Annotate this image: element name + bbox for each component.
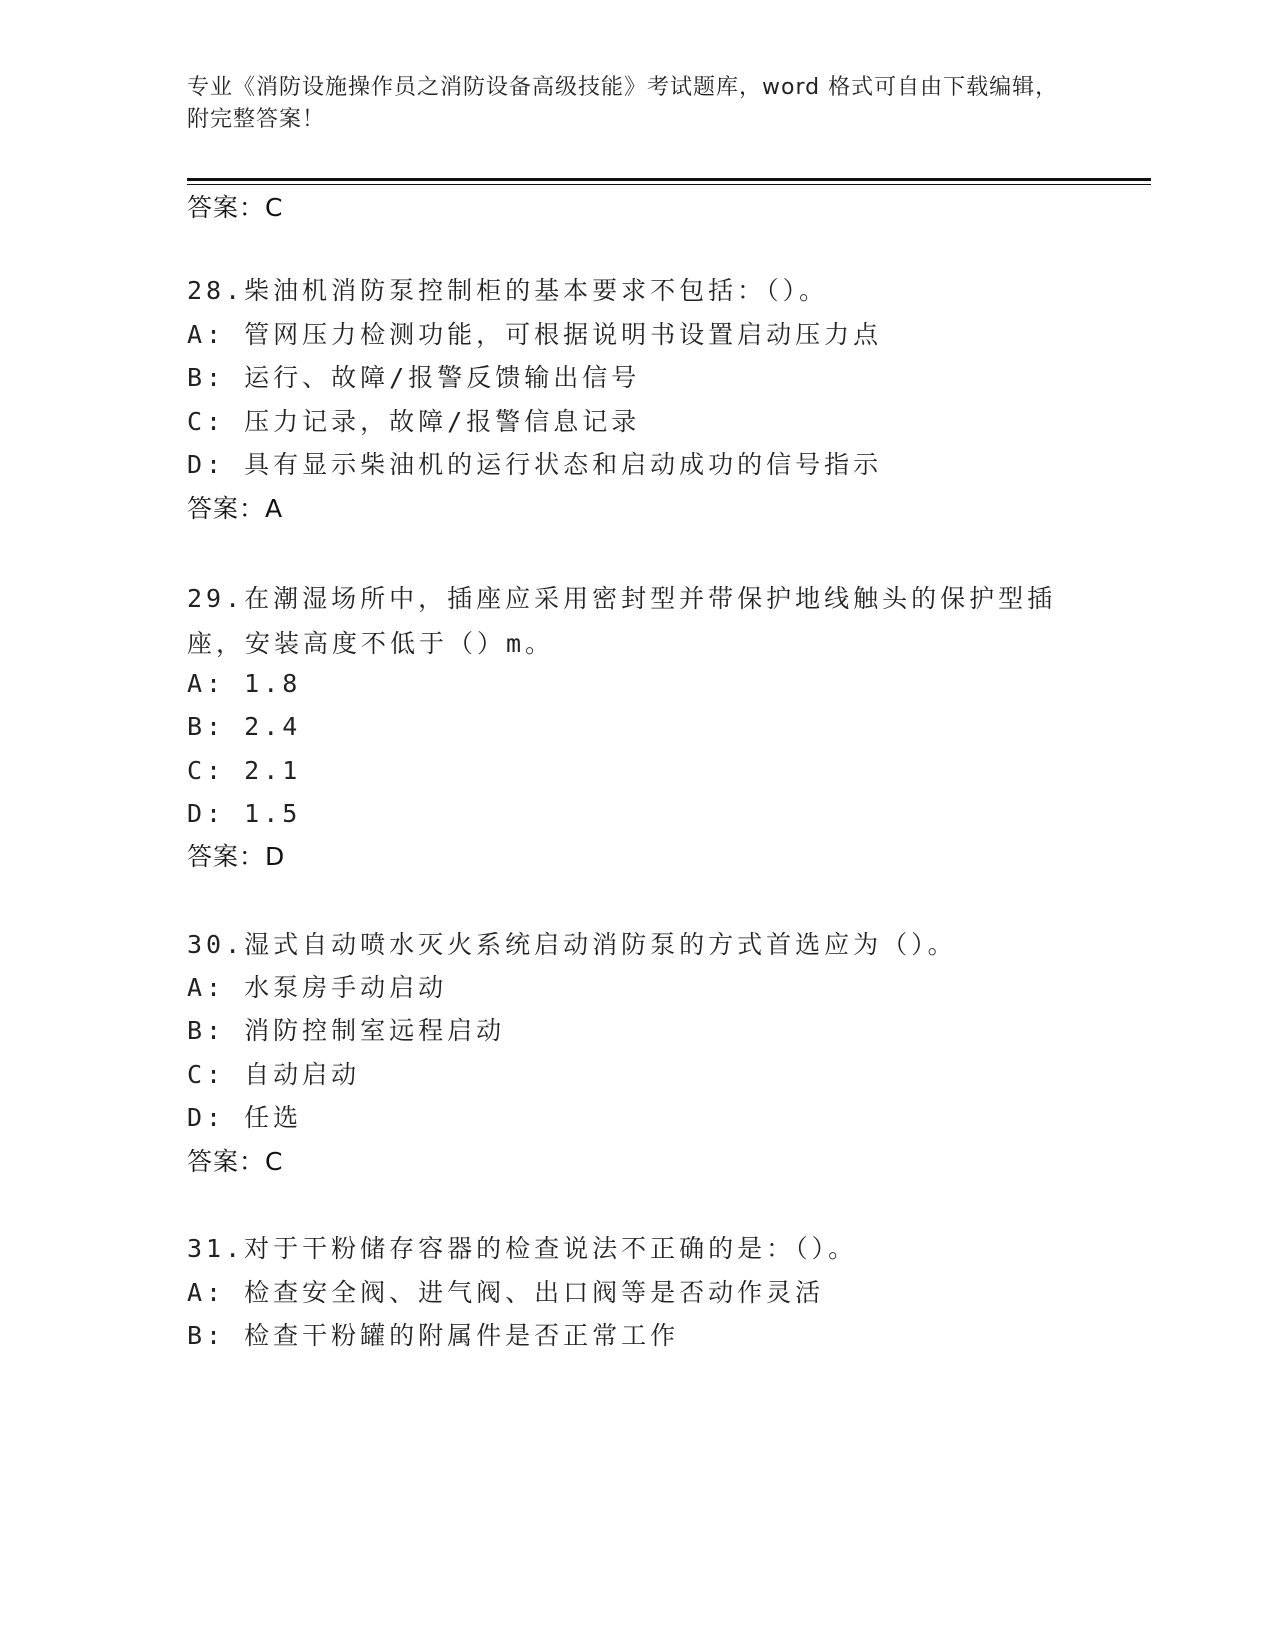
question-30-option-b: B: 消防控制室远程启动: [187, 1016, 506, 1045]
question-30-option-d: D: 任选: [187, 1103, 303, 1132]
question-29-option-a: A: 1.8: [187, 669, 302, 698]
question-29-answer: 答案：D: [187, 842, 286, 871]
question-28-option-b: B: 运行、故障/报警反馈输出信号: [187, 363, 641, 392]
question-28-option-c: C: 压力记录，故障/报警信息记录: [187, 407, 641, 436]
document-header: 专业《消防设施操作员之消防设备高级技能》考试题库，word 格式可自由下载编辑，附完整答案！: [187, 75, 1059, 132]
header-rule-thin: [187, 184, 1151, 185]
question-30-option-c: C: 自动启动: [187, 1060, 361, 1089]
question-28-text: 28.柴油机消防泵控制柜的基本要求不包括：（）。: [187, 276, 829, 305]
question-31-text: 31.对于干粉储存容器的检查说法不正确的是：（）。: [187, 1234, 858, 1263]
question-29-option-c: C: 2.1: [187, 756, 302, 785]
question-28-answer: 答案：A: [187, 494, 284, 523]
question-29-text: 29.在潮湿场所中，插座应采用密封型并带保护地线触头的保护型插座，安装高度不低于（）m。: [187, 584, 1057, 658]
question-30-option-a: A: 水泵房手动启动: [187, 973, 448, 1002]
header-rule-thick: [187, 178, 1151, 181]
question-31-option-a: A: 检查安全阀、进气阀、出口阀等是否动作灵活: [187, 1278, 825, 1307]
question-28-option-d: D: 具有显示柴油机的运行状态和启动成功的信号指示: [187, 450, 883, 479]
question-29-option-b: B: 2.4: [187, 712, 302, 741]
question-29-option-d: D: 1.5: [187, 799, 302, 828]
question-31-option-b: B: 检查干粉罐的附属件是否正常工作: [187, 1321, 680, 1350]
question-28-option-a: A: 管网压力检测功能，可根据说明书设置启动压力点: [187, 320, 883, 349]
question-30-answer: 答案：C: [187, 1147, 284, 1176]
previous-answer: 答案：C: [187, 193, 284, 222]
question-30-text: 30.湿式自动喷水灭火系统启动消防泵的方式首选应为（）。: [187, 930, 957, 959]
